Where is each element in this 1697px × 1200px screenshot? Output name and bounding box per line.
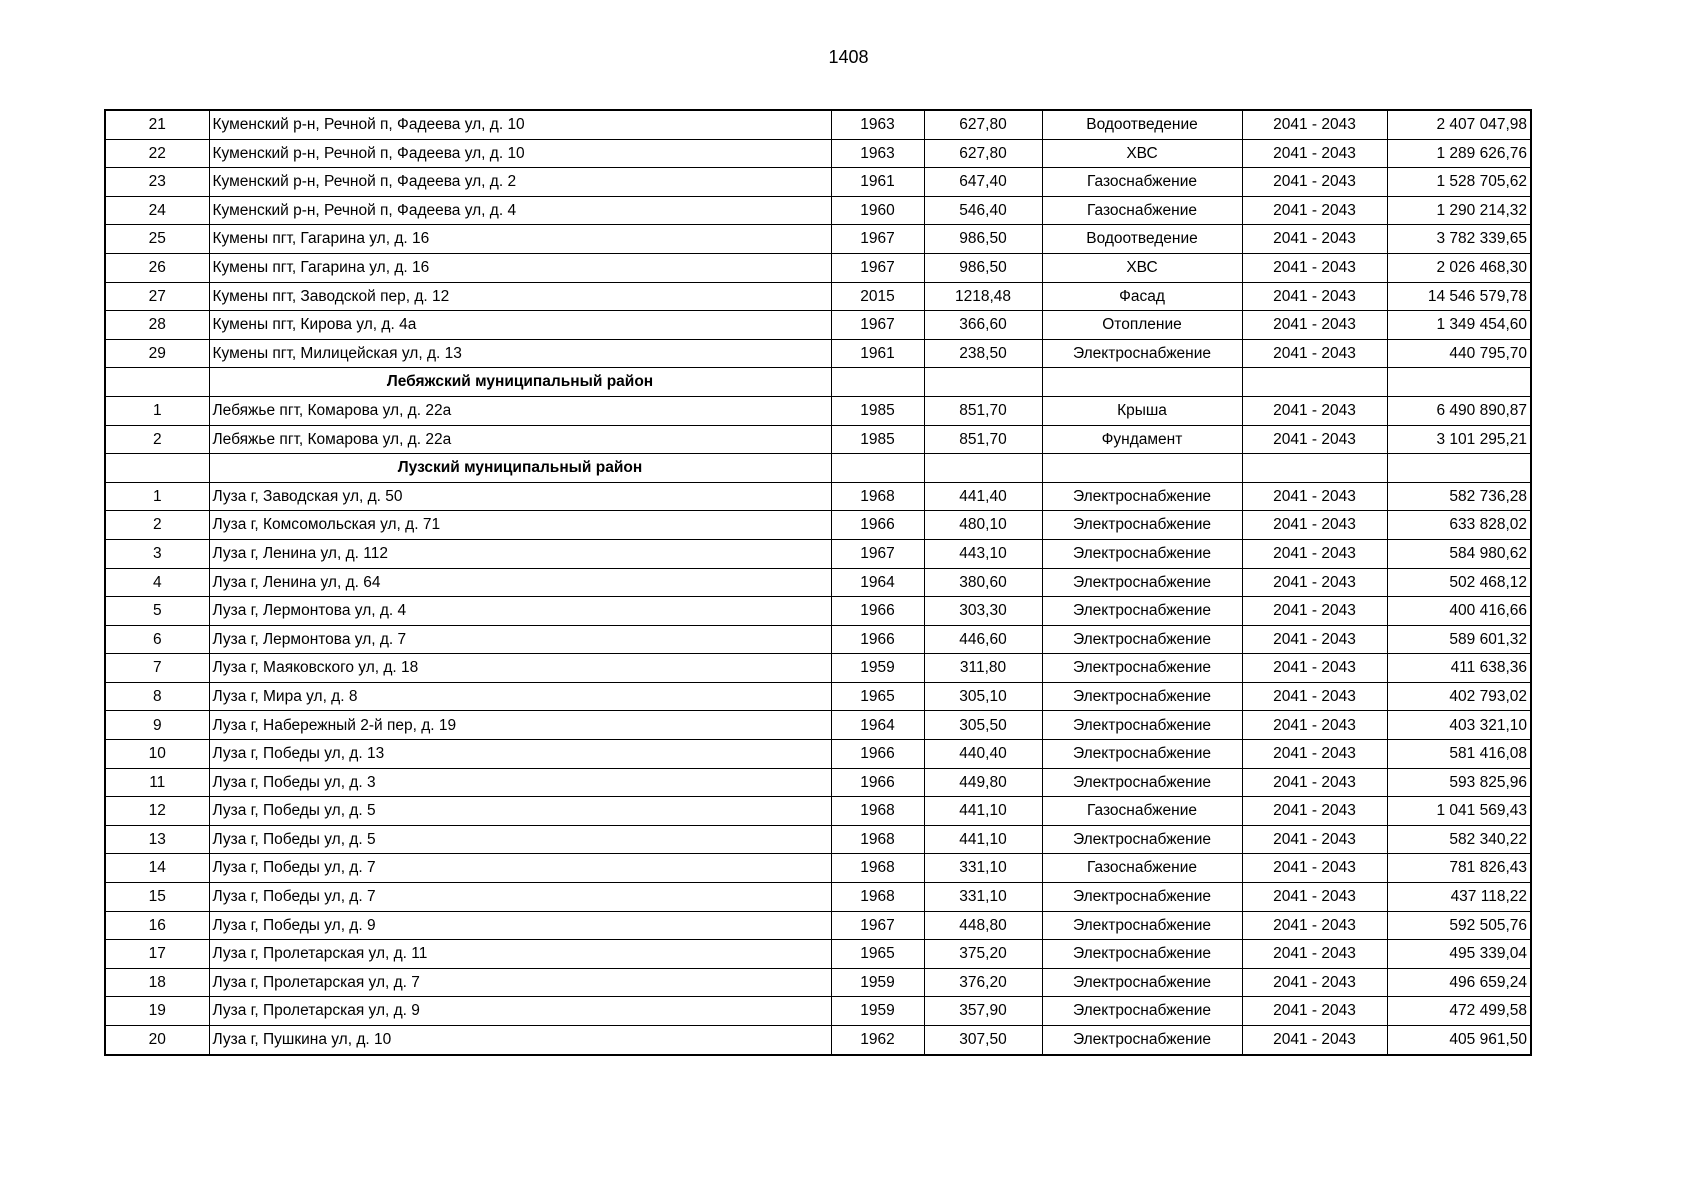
work-type-cell: Водоотведение <box>1042 225 1242 254</box>
row-number-cell: 16 <box>105 911 209 940</box>
work-type-cell: Газоснабжение <box>1042 797 1242 826</box>
row-number-cell: 14 <box>105 854 209 883</box>
work-type-cell: Фасад <box>1042 282 1242 311</box>
area-cell: 443,10 <box>924 539 1042 568</box>
work-type-cell: Электроснабжение <box>1042 911 1242 940</box>
period-cell: 2041 - 2043 <box>1242 110 1387 139</box>
period-cell: 2041 - 2043 <box>1242 311 1387 340</box>
area-cell: 448,80 <box>924 911 1042 940</box>
period-cell: 2041 - 2043 <box>1242 940 1387 969</box>
work-type-cell: Фундамент <box>1042 425 1242 454</box>
repair-schedule-table <box>104 109 1532 1056</box>
table-row <box>105 797 1531 826</box>
work-type-cell: Электроснабжение <box>1042 482 1242 511</box>
cost-cell: 581 416,08 <box>1387 740 1531 769</box>
district-empty-cell <box>924 454 1042 483</box>
period-cell: 2041 - 2043 <box>1242 396 1387 425</box>
area-cell: 357,90 <box>924 997 1042 1026</box>
work-type-cell: Водоотведение <box>1042 110 1242 139</box>
area-cell: 986,50 <box>924 253 1042 282</box>
cost-cell: 1 528 705,62 <box>1387 168 1531 197</box>
table-row <box>105 911 1531 940</box>
area-cell: 441,10 <box>924 825 1042 854</box>
address-cell: Луза г, Набережный 2-й пер, д. 19 <box>209 711 831 740</box>
work-type-cell: Газоснабжение <box>1042 854 1242 883</box>
table-row <box>105 568 1531 597</box>
table-row <box>105 768 1531 797</box>
area-cell: 449,80 <box>924 768 1042 797</box>
work-type-cell: Электроснабжение <box>1042 968 1242 997</box>
period-cell: 2041 - 2043 <box>1242 654 1387 683</box>
area-cell: 480,10 <box>924 511 1042 540</box>
period-cell: 2041 - 2043 <box>1242 282 1387 311</box>
address-cell: Лебяжье пгт, Комарова ул, д. 22а <box>209 396 831 425</box>
cost-cell: 496 659,24 <box>1387 968 1531 997</box>
area-cell: 546,40 <box>924 196 1042 225</box>
period-cell: 2041 - 2043 <box>1242 253 1387 282</box>
area-cell: 627,80 <box>924 139 1042 168</box>
row-number-cell: 26 <box>105 253 209 282</box>
year-cell: 1965 <box>831 682 924 711</box>
area-cell: 238,50 <box>924 339 1042 368</box>
address-cell: Куменский р-н, Речной п, Фадеева ул, д. 4 <box>209 196 831 225</box>
district-empty-cell <box>1242 368 1387 397</box>
period-cell: 2041 - 2043 <box>1242 968 1387 997</box>
year-cell: 1962 <box>831 1026 924 1055</box>
period-cell: 2041 - 2043 <box>1242 883 1387 912</box>
row-number-cell: 23 <box>105 168 209 197</box>
area-cell: 307,50 <box>924 1026 1042 1055</box>
row-number-cell: 27 <box>105 282 209 311</box>
period-cell: 2041 - 2043 <box>1242 1026 1387 1055</box>
address-cell: Кумены пгт, Гагарина ул, д. 16 <box>209 225 831 254</box>
address-cell: Луза г, Мира ул, д. 8 <box>209 682 831 711</box>
period-cell: 2041 - 2043 <box>1242 597 1387 626</box>
cost-cell: 1 041 569,43 <box>1387 797 1531 826</box>
area-cell: 851,70 <box>924 396 1042 425</box>
row-number-cell: 22 <box>105 139 209 168</box>
address-cell: Луза г, Победы ул, д. 9 <box>209 911 831 940</box>
district-empty-cell <box>105 454 209 483</box>
cost-cell: 584 980,62 <box>1387 539 1531 568</box>
period-cell: 2041 - 2043 <box>1242 682 1387 711</box>
table-row <box>105 225 1531 254</box>
work-type-cell: Электроснабжение <box>1042 339 1242 368</box>
table-row <box>105 482 1531 511</box>
work-type-cell: Крыша <box>1042 396 1242 425</box>
year-cell: 1985 <box>831 396 924 425</box>
work-type-cell: Электроснабжение <box>1042 1026 1242 1055</box>
cost-cell: 14 546 579,78 <box>1387 282 1531 311</box>
period-cell: 2041 - 2043 <box>1242 568 1387 597</box>
period-cell: 2041 - 2043 <box>1242 168 1387 197</box>
table-row <box>105 711 1531 740</box>
work-type-cell: Электроснабжение <box>1042 568 1242 597</box>
row-number-cell: 7 <box>105 654 209 683</box>
period-cell: 2041 - 2043 <box>1242 997 1387 1026</box>
period-cell: 2041 - 2043 <box>1242 711 1387 740</box>
row-number-cell: 15 <box>105 883 209 912</box>
table-row <box>105 339 1531 368</box>
table-row <box>105 625 1531 654</box>
table-row <box>105 682 1531 711</box>
area-cell: 305,10 <box>924 682 1042 711</box>
year-cell: 1967 <box>831 539 924 568</box>
row-number-cell: 10 <box>105 740 209 769</box>
area-cell: 331,10 <box>924 854 1042 883</box>
area-cell: 446,60 <box>924 625 1042 654</box>
table-row <box>105 968 1531 997</box>
area-cell: 851,70 <box>924 425 1042 454</box>
row-number-cell: 13 <box>105 825 209 854</box>
cost-cell: 472 499,58 <box>1387 997 1531 1026</box>
area-cell: 375,20 <box>924 940 1042 969</box>
cost-cell: 3 782 339,65 <box>1387 225 1531 254</box>
table-row <box>105 854 1531 883</box>
cost-cell: 1 289 626,76 <box>1387 139 1531 168</box>
period-cell: 2041 - 2043 <box>1242 854 1387 883</box>
row-number-cell: 4 <box>105 568 209 597</box>
row-number-cell: 24 <box>105 196 209 225</box>
year-cell: 1968 <box>831 797 924 826</box>
work-type-cell: Электроснабжение <box>1042 883 1242 912</box>
table-row <box>105 511 1531 540</box>
cost-cell: 3 101 295,21 <box>1387 425 1531 454</box>
cost-cell: 781 826,43 <box>1387 854 1531 883</box>
district-header-row <box>105 368 1531 397</box>
district-empty-cell <box>1042 368 1242 397</box>
address-cell: Кумены пгт, Заводской пер, д. 12 <box>209 282 831 311</box>
period-cell: 2041 - 2043 <box>1242 768 1387 797</box>
table-row <box>105 168 1531 197</box>
cost-cell: 400 416,66 <box>1387 597 1531 626</box>
row-number-cell: 2 <box>105 511 209 540</box>
table-row <box>105 139 1531 168</box>
address-cell: Куменский р-н, Речной п, Фадеева ул, д. 2 <box>209 168 831 197</box>
area-cell: 441,10 <box>924 797 1042 826</box>
area-cell: 627,80 <box>924 110 1042 139</box>
address-cell: Лебяжье пгт, Комарова ул, д. 22а <box>209 425 831 454</box>
row-number-cell: 18 <box>105 968 209 997</box>
work-type-cell: Газоснабжение <box>1042 168 1242 197</box>
work-type-cell: Электроснабжение <box>1042 682 1242 711</box>
table-row <box>105 883 1531 912</box>
year-cell: 1963 <box>831 110 924 139</box>
address-cell: Луза г, Заводская ул, д. 50 <box>209 482 831 511</box>
area-cell: 305,50 <box>924 711 1042 740</box>
district-empty-cell <box>105 368 209 397</box>
table-row <box>105 253 1531 282</box>
area-cell: 376,20 <box>924 968 1042 997</box>
cost-cell: 592 505,76 <box>1387 911 1531 940</box>
row-number-cell: 28 <box>105 311 209 340</box>
cost-cell: 633 828,02 <box>1387 511 1531 540</box>
table-body <box>105 110 1531 1055</box>
address-cell: Луза г, Пролетарская ул, д. 9 <box>209 997 831 1026</box>
row-number-cell: 1 <box>105 396 209 425</box>
row-number-cell: 9 <box>105 711 209 740</box>
year-cell: 1961 <box>831 339 924 368</box>
year-cell: 1961 <box>831 168 924 197</box>
year-cell: 1966 <box>831 740 924 769</box>
table-row <box>105 539 1531 568</box>
year-cell: 1966 <box>831 511 924 540</box>
table-row <box>105 654 1531 683</box>
page-number: 1408 <box>828 47 869 67</box>
year-cell: 1966 <box>831 597 924 626</box>
row-number-cell: 29 <box>105 339 209 368</box>
cost-cell: 582 736,28 <box>1387 482 1531 511</box>
work-type-cell: Электроснабжение <box>1042 625 1242 654</box>
row-number-cell: 21 <box>105 110 209 139</box>
cost-cell: 437 118,22 <box>1387 883 1531 912</box>
year-cell: 1966 <box>831 768 924 797</box>
period-cell: 2041 - 2043 <box>1242 625 1387 654</box>
district-name: Лузский муниципальный район <box>209 454 831 483</box>
cost-cell: 593 825,96 <box>1387 768 1531 797</box>
address-cell: Луза г, Маяковского ул, д. 18 <box>209 654 831 683</box>
year-cell: 1959 <box>831 968 924 997</box>
year-cell: 1959 <box>831 654 924 683</box>
year-cell: 1963 <box>831 139 924 168</box>
district-empty-cell <box>1042 454 1242 483</box>
row-number-cell: 12 <box>105 797 209 826</box>
table-row <box>105 597 1531 626</box>
address-cell: Луза г, Ленина ул, д. 112 <box>209 539 831 568</box>
period-cell: 2041 - 2043 <box>1242 339 1387 368</box>
address-cell: Куменский р-н, Речной п, Фадеева ул, д. 10 <box>209 110 831 139</box>
period-cell: 2041 - 2043 <box>1242 797 1387 826</box>
area-cell: 986,50 <box>924 225 1042 254</box>
cost-cell: 2 026 468,30 <box>1387 253 1531 282</box>
cost-cell: 411 638,36 <box>1387 654 1531 683</box>
cost-cell: 440 795,70 <box>1387 339 1531 368</box>
district-empty-cell <box>924 368 1042 397</box>
district-empty-cell <box>831 454 924 483</box>
cost-cell: 405 961,50 <box>1387 1026 1531 1055</box>
row-number-cell: 19 <box>105 997 209 1026</box>
year-cell: 1964 <box>831 711 924 740</box>
address-cell: Луза г, Победы ул, д. 7 <box>209 854 831 883</box>
work-type-cell: ХВС <box>1042 139 1242 168</box>
year-cell: 2015 <box>831 282 924 311</box>
year-cell: 1967 <box>831 225 924 254</box>
period-cell: 2041 - 2043 <box>1242 196 1387 225</box>
address-cell: Луза г, Победы ул, д. 5 <box>209 825 831 854</box>
year-cell: 1985 <box>831 425 924 454</box>
cost-cell: 6 490 890,87 <box>1387 396 1531 425</box>
row-number-cell: 11 <box>105 768 209 797</box>
cost-cell: 402 793,02 <box>1387 682 1531 711</box>
work-type-cell: Электроснабжение <box>1042 597 1242 626</box>
address-cell: Луза г, Ленина ул, д. 64 <box>209 568 831 597</box>
period-cell: 2041 - 2043 <box>1242 511 1387 540</box>
year-cell: 1959 <box>831 997 924 1026</box>
area-cell: 303,30 <box>924 597 1042 626</box>
period-cell: 2041 - 2043 <box>1242 482 1387 511</box>
work-type-cell: Электроснабжение <box>1042 825 1242 854</box>
cost-cell: 1 349 454,60 <box>1387 311 1531 340</box>
row-number-cell: 17 <box>105 940 209 969</box>
work-type-cell: Электроснабжение <box>1042 997 1242 1026</box>
district-empty-cell <box>1387 368 1531 397</box>
period-cell: 2041 - 2043 <box>1242 825 1387 854</box>
work-type-cell: Электроснабжение <box>1042 711 1242 740</box>
row-number-cell: 1 <box>105 482 209 511</box>
row-number-cell: 2 <box>105 425 209 454</box>
cost-cell: 403 321,10 <box>1387 711 1531 740</box>
district-header-row <box>105 454 1531 483</box>
row-number-cell: 8 <box>105 682 209 711</box>
period-cell: 2041 - 2043 <box>1242 539 1387 568</box>
year-cell: 1967 <box>831 253 924 282</box>
year-cell: 1964 <box>831 568 924 597</box>
address-cell: Кумены пгт, Милицейская ул, д. 13 <box>209 339 831 368</box>
area-cell: 331,10 <box>924 883 1042 912</box>
year-cell: 1968 <box>831 854 924 883</box>
cost-cell: 582 340,22 <box>1387 825 1531 854</box>
period-cell: 2041 - 2043 <box>1242 740 1387 769</box>
address-cell: Луза г, Пушкина ул, д. 10 <box>209 1026 831 1055</box>
address-cell: Луза г, Пролетарская ул, д. 11 <box>209 940 831 969</box>
cost-cell: 2 407 047,98 <box>1387 110 1531 139</box>
area-cell: 311,80 <box>924 654 1042 683</box>
table-row <box>105 940 1531 969</box>
table-row <box>105 740 1531 769</box>
table-row <box>105 396 1531 425</box>
period-cell: 2041 - 2043 <box>1242 425 1387 454</box>
district-name: Лебяжский муниципальный район <box>209 368 831 397</box>
cost-cell: 589 601,32 <box>1387 625 1531 654</box>
row-number-cell: 5 <box>105 597 209 626</box>
address-cell: Кумены пгт, Гагарина ул, д. 16 <box>209 253 831 282</box>
work-type-cell: ХВС <box>1042 253 1242 282</box>
cost-cell: 1 290 214,32 <box>1387 196 1531 225</box>
year-cell: 1960 <box>831 196 924 225</box>
address-cell: Луза г, Лермонтова ул, д. 4 <box>209 597 831 626</box>
year-cell: 1967 <box>831 911 924 940</box>
work-type-cell: Электроснабжение <box>1042 511 1242 540</box>
work-type-cell: Отопление <box>1042 311 1242 340</box>
work-type-cell: Электроснабжение <box>1042 740 1242 769</box>
address-cell: Луза г, Победы ул, д. 3 <box>209 768 831 797</box>
year-cell: 1968 <box>831 825 924 854</box>
table-row <box>105 425 1531 454</box>
table-row <box>105 196 1531 225</box>
year-cell: 1967 <box>831 311 924 340</box>
row-number-cell: 6 <box>105 625 209 654</box>
cost-cell: 502 468,12 <box>1387 568 1531 597</box>
year-cell: 1968 <box>831 883 924 912</box>
area-cell: 1218,48 <box>924 282 1042 311</box>
row-number-cell: 20 <box>105 1026 209 1055</box>
area-cell: 647,40 <box>924 168 1042 197</box>
district-empty-cell <box>831 368 924 397</box>
district-empty-cell <box>1387 454 1531 483</box>
area-cell: 440,40 <box>924 740 1042 769</box>
table-row <box>105 1026 1531 1055</box>
address-cell: Луза г, Комсомольская ул, д. 71 <box>209 511 831 540</box>
row-number-cell: 3 <box>105 539 209 568</box>
table-row <box>105 997 1531 1026</box>
area-cell: 366,60 <box>924 311 1042 340</box>
year-cell: 1968 <box>831 482 924 511</box>
table-row <box>105 110 1531 139</box>
work-type-cell: Электроснабжение <box>1042 539 1242 568</box>
address-cell: Луза г, Победы ул, д. 13 <box>209 740 831 769</box>
year-cell: 1965 <box>831 940 924 969</box>
year-cell: 1966 <box>831 625 924 654</box>
district-empty-cell <box>1242 454 1387 483</box>
address-cell: Луза г, Лермонтова ул, д. 7 <box>209 625 831 654</box>
address-cell: Луза г, Победы ул, д. 7 <box>209 883 831 912</box>
address-cell: Луза г, Победы ул, д. 5 <box>209 797 831 826</box>
period-cell: 2041 - 2043 <box>1242 139 1387 168</box>
address-cell: Куменский р-н, Речной п, Фадеева ул, д. 10 <box>209 139 831 168</box>
area-cell: 380,60 <box>924 568 1042 597</box>
work-type-cell: Электроснабжение <box>1042 940 1242 969</box>
period-cell: 2041 - 2043 <box>1242 225 1387 254</box>
table-row <box>105 825 1531 854</box>
table-row <box>105 311 1531 340</box>
work-type-cell: Электроснабжение <box>1042 654 1242 683</box>
address-cell: Луза г, Пролетарская ул, д. 7 <box>209 968 831 997</box>
work-type-cell: Газоснабжение <box>1042 196 1242 225</box>
area-cell: 441,40 <box>924 482 1042 511</box>
cost-cell: 495 339,04 <box>1387 940 1531 969</box>
address-cell: Кумены пгт, Кирова ул, д. 4а <box>209 311 831 340</box>
work-type-cell: Электроснабжение <box>1042 768 1242 797</box>
row-number-cell: 25 <box>105 225 209 254</box>
table-row <box>105 282 1531 311</box>
period-cell: 2041 - 2043 <box>1242 911 1387 940</box>
